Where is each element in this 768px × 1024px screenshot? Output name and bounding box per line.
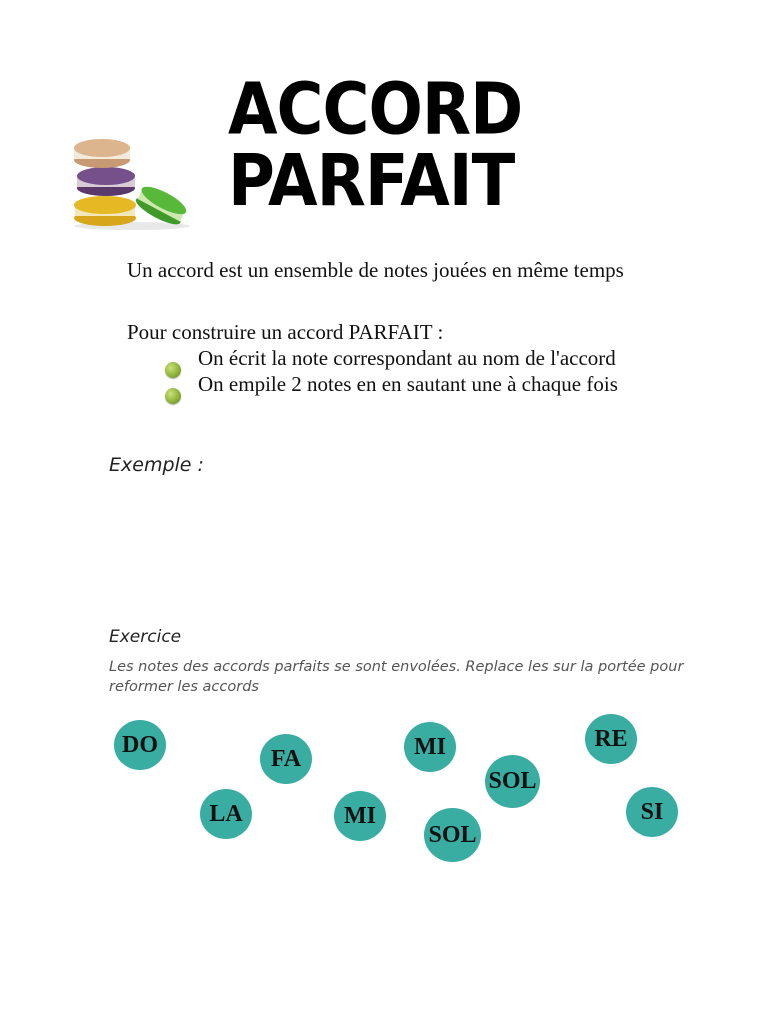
example-label: Exemple : — [109, 454, 204, 476]
list-item — [165, 346, 665, 371]
construction-title: Pour construire un accord PARFAIT : — [127, 320, 444, 344]
exercise-instructions: Les notes des accords parfaits se sont envolées. Replace les sur la portée pour reformer les accords — [109, 659, 684, 695]
intro-text: Un accord est un ensemble de notes jouées en même temps — [127, 258, 624, 282]
note-bubble-sol[interactable]: SOL — [485, 755, 540, 808]
step-text: On empile 2 notes en en sautant une à chaque fois — [198, 372, 618, 396]
page-title: ACCORD PARFAIT — [228, 68, 523, 223]
note-bubble-do[interactable]: DO — [114, 720, 166, 770]
exercise-title: Exercice — [109, 627, 182, 647]
construction-steps — [165, 346, 665, 398]
note-bubble-mi[interactable]: MI — [404, 722, 456, 772]
note-bubble-la[interactable]: LA — [200, 789, 252, 839]
note-bubble-re[interactable]: RE — [585, 714, 637, 764]
macarons-image — [68, 132, 196, 232]
note-bubble-mi-2[interactable]: MI — [334, 791, 386, 841]
note-bubble-si[interactable]: SI — [626, 787, 678, 837]
step-text: On écrit la note correspondant au nom de l'accord — [198, 346, 616, 370]
list-item — [165, 372, 665, 397]
note-bubble-fa[interactable]: FA — [260, 734, 312, 784]
bullet-icon — [165, 388, 181, 404]
note-bubble-sol-2[interactable]: SOL — [424, 808, 481, 862]
